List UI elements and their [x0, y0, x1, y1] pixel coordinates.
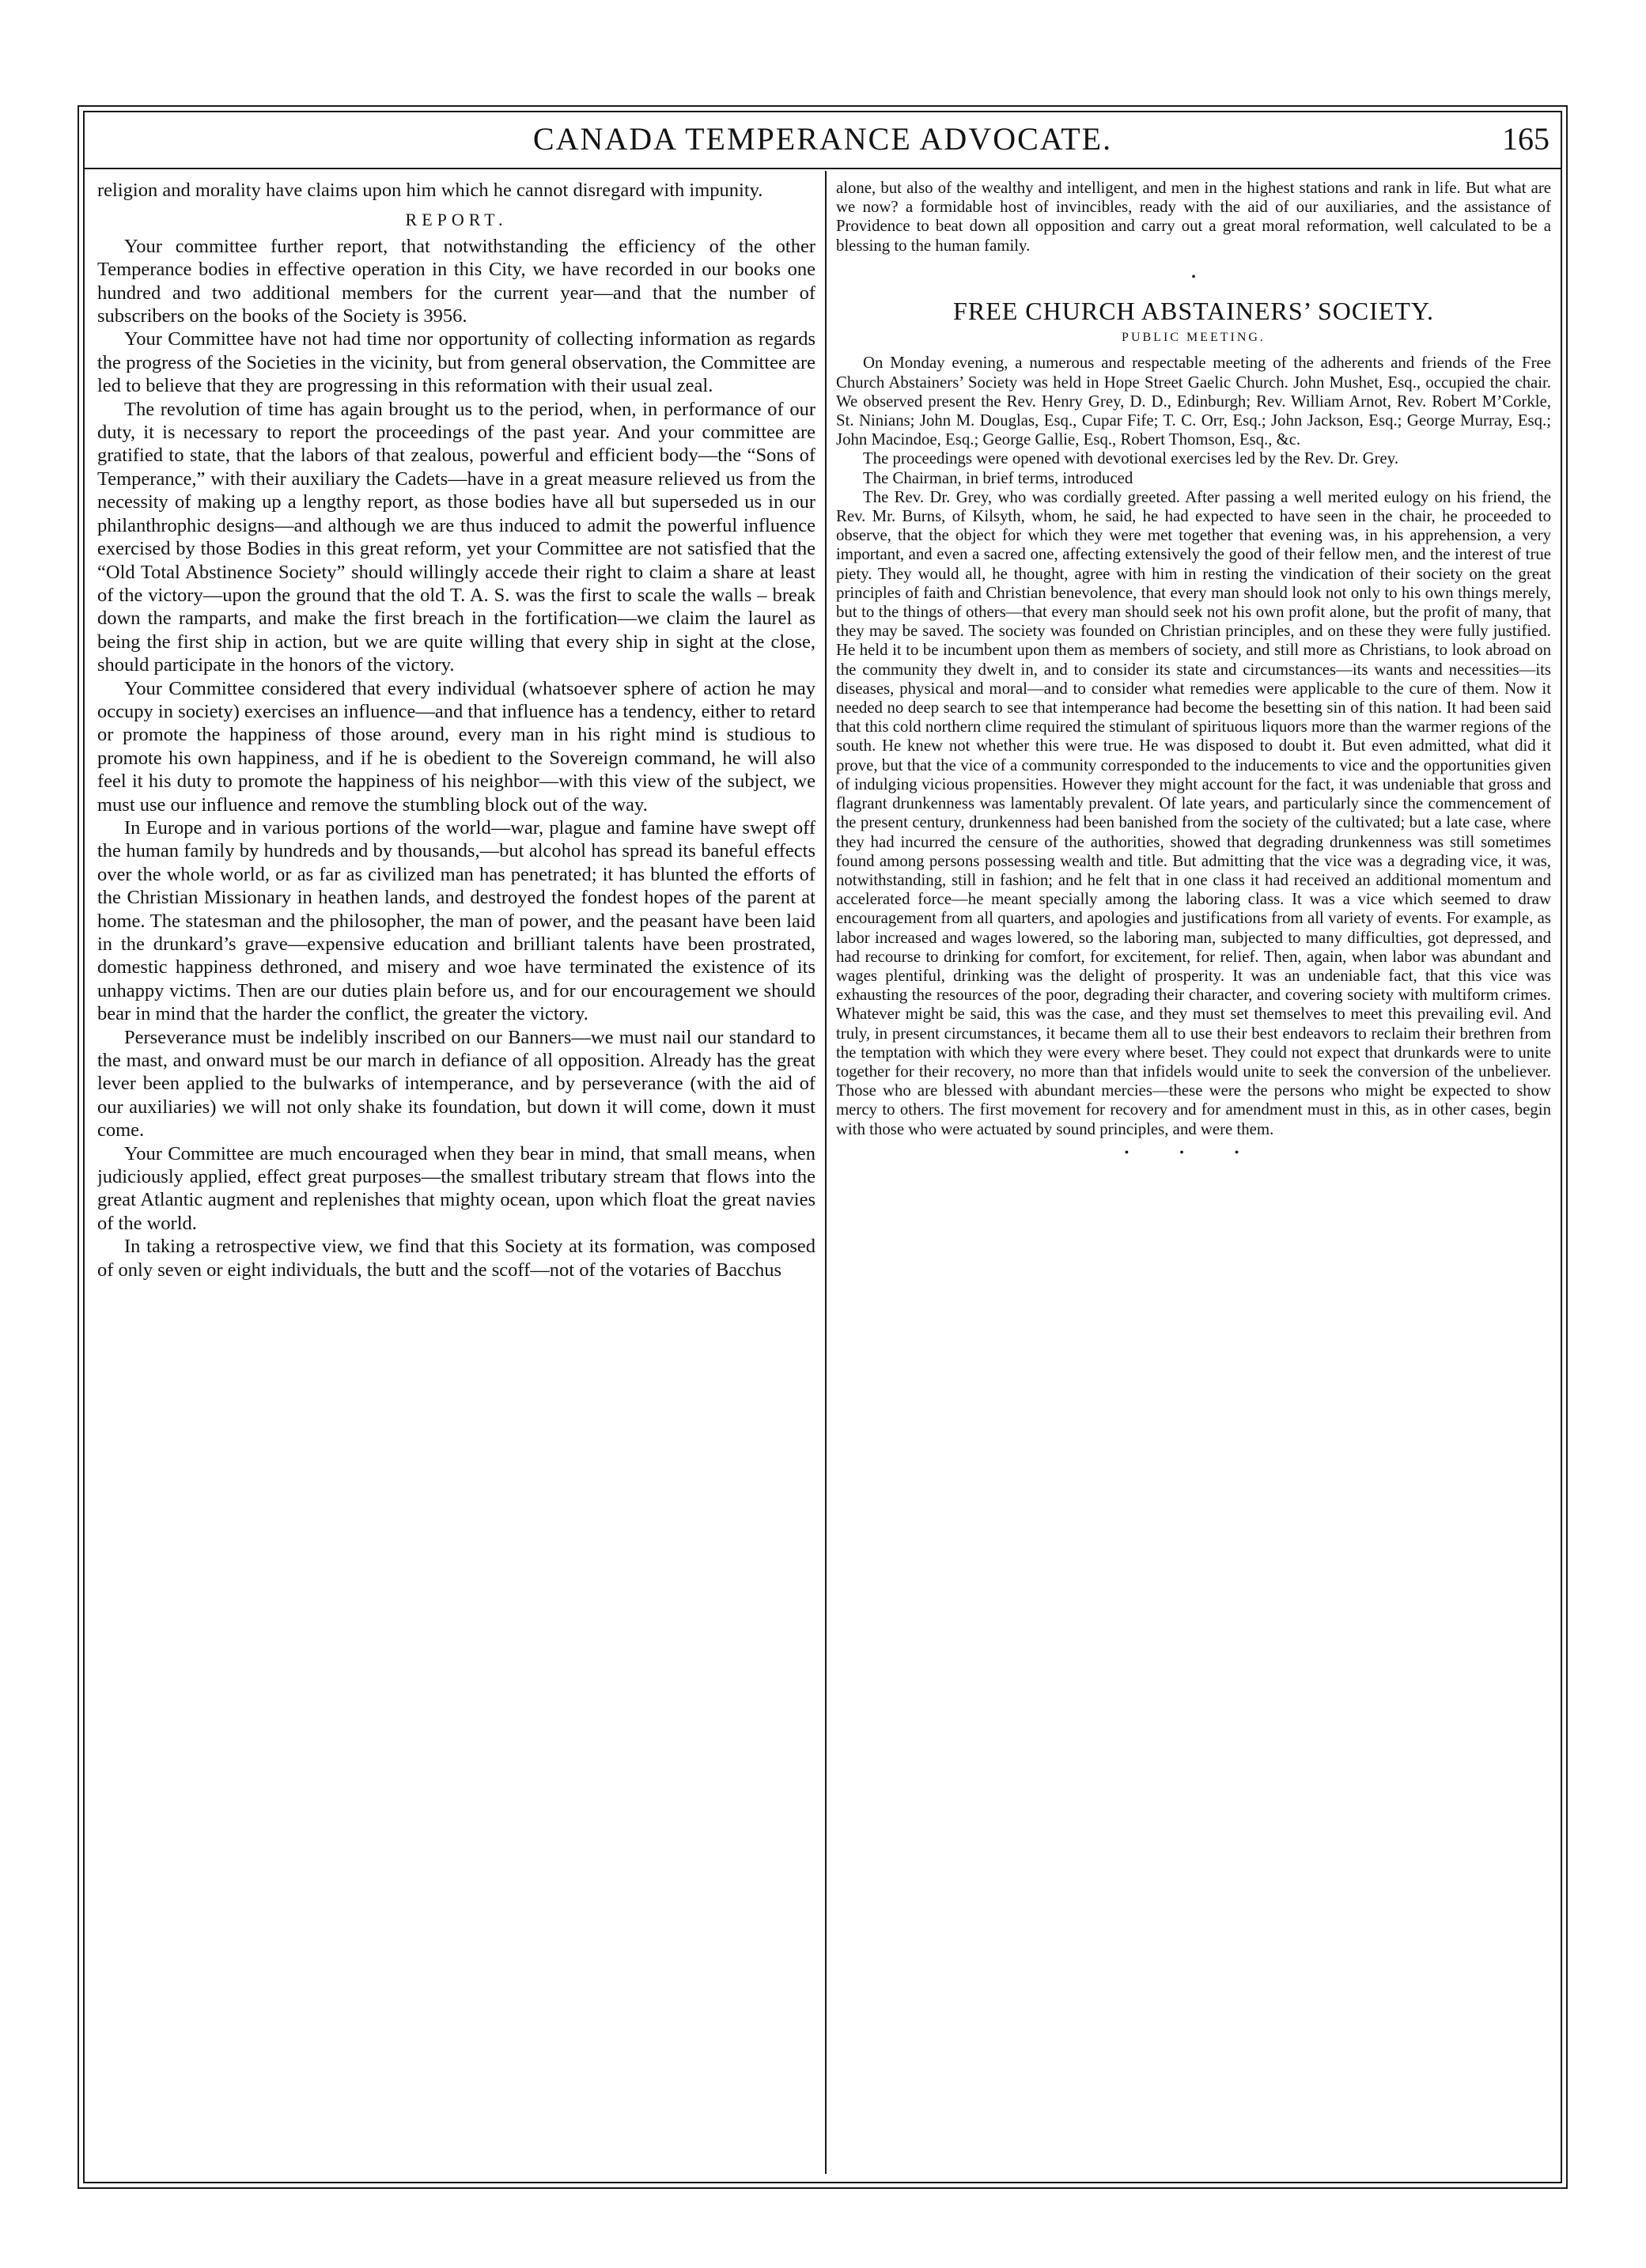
- report-paragraph: Your Committee have not had time nor opportunity of collecting information as regards the progress of the Societies in the vicinity, but from general observation, the Committee are led to believe that they are progressing in this reformation with their usual zeal.: [97, 328, 815, 397]
- report-paragraph: In Europe and in various portions of the world—war, plague and famine have swept off the human family by hundreds and by thousands,—but alcohol has spread its baneful effects over the whole world, or as far as civilized man has penetrated; it has blunted the efforts of the Christian Missionary in heathen lands, and destroyed the fondest hopes of the parent at home. The statesman and the philosopher, the man of power, and the peasant have been laid in the drunkard’s grave—expensive education and brilliant talents have been prostrated, domestic happiness dethroned, and misery and woe have terminated the existence of its unhappy victims. Then are our duties plain before us, and for our encouragement we should bear in mind that the harder the conflict, the greater the victory.: [97, 816, 815, 1025]
- report-paragraph: The revolution of time has again brought us to the period, when, in performance of our duty, it is necessary to report the proceedings of the past year. And your committee are gratified to state, that the labors of that zealous, powerful and efficient body—the “Sons of Temperance,” with their auxiliary the Cadets—have in a great measure relieved us from the necessity of making up a lengthy report, as those bodies have all but superseded us in our philanthrophic designs—and although we are thus induced to admit the powerful influence exercised by those Bodies in this great reform, yet your Committee are not satisfied that the “Old Total Abstinence Society” should willingly accede their right to claim a share at least of the victory—upon the ground that the old T. A. S. was the first to scale the walls – break down the ramparts, and make the first breach in the fortification—we claim the laurel as being the first ship in action, but we are quite willing that every ship in sight at the close, should participate in the honors of the victory.: [97, 398, 815, 676]
- article-title: FREE CHURCH ABSTAINERS’ SOCIETY.: [953, 297, 1434, 326]
- report-paragraph: Perseverance must be indelibly inscribed on our Banners—we must nail our standard to the mast, and onward must be our march in defiance of all opposition. Already has the great lever been applied to the bulwarks of intemperance, and by perseverance (with the aid of our auxiliaries) we will not only shake its foundation, but down it will come, down it must come.: [97, 1026, 815, 1142]
- report-heading: REPORT.: [405, 210, 508, 230]
- left-column: [97, 179, 815, 2172]
- section-divider-mark: •: [1191, 270, 1196, 284]
- left-lead-paragraph: religion and morality have claims upon him which he cannot disregard with impunity.: [97, 180, 763, 201]
- report-paragraph: In taking a retrospective view, we find that this Society at its formation, was composed of only seven or eight individuals, the butt and the scoff—not of the votaries of Bacchus: [97, 1236, 815, 1281]
- article-subtitle: PUBLIC MEETING.: [1122, 331, 1266, 345]
- report-paragraph: Your Committee considered that every individual (whatsoever sphere of action he may occupy in society) exercises an influence—and that influence has a tendency, either to retard or promote the happiness of those around, every man in his right mind is studious to promote his own happiness, and if he is obedient to the Sovereign command, he will also feel it his duty to promote the happiness of his neighbor—with this view of the subject, we must use our influence and remove the stumbling block out of the way.: [97, 677, 815, 816]
- page-number: 165: [1502, 121, 1550, 157]
- report-paragraph: Your Committee are much encouraged when they bear in mind, that small means, when judiciously applied, effect great purposes—the smallest tributary stream that flows into the great Atlantic augment and replenishes that mighty ocean, upon which float the great navies of the world.: [97, 1142, 815, 1234]
- article-paragraph: The Chairman, in brief terms, introduced: [863, 468, 1133, 487]
- running-title: CANADA TEMPERANCE ADVOCATE.: [532, 121, 1113, 157]
- article-paragraph: On Monday evening, a numerous and respectable meeting of the adherents and friends of the Free Church Abstainers’ Society was held in Hope Street Gaelic Church. John Mushet, Esq., occupied the chair. We observed present the Rev. Henry Grey, D. D., Edinburgh; Rev. William Arnot, Rev. Robert M’Corkle, St. Ninians; John M. Douglas, Esq., Cupar Fife; T. C. Orr, Esq.; John Jackson, Esq.; George Murray, Esq.; John Macindoe, Esq.; George Gallie, Esq., Robert Thomson, Esq., &c.: [836, 354, 1551, 449]
- right-column: [836, 179, 1551, 2172]
- report-paragraph: Your committee further report, that notwithstanding the efficiency of the other Temperance bodies in effective operation in this City, we have recorded in our books one hundred and two additional members for the current year—and that the number of subscribers on the books of the Society is 3956.: [97, 235, 815, 328]
- article-paragraph: The Rev. Dr. Grey, who was cordially greeted. After passing a well merited eulogy on his friend, the Rev. Mr. Burns, of Kilsyth, whom, he said, he had expected to have seen in the chair, he proceeded to observe, that the object for which they were met together that evening was, in his apprehension, a very important, and even a sacred one, affecting extensively the good of their fellow men, and the interest of true piety. They would all, he thought, agree with him in resting the vindication of their society on the great principles of faith and Christian benevolence, that every man should look not only to his own things merely, but to the things of others—that every man should seek not his own profit alone, but the profit of many, that they may be saved. The society was founded on Christian principles, and on these they were fully justified. He held it to be incumbent upon them as members of society, and still more as Christians, to look abroad on the community they dwelt in, and to consider its state and circumstances—its wants and necessities—its diseases, physical and moral—and to consider what remedies were applicable to the cure of them. Now it needed no deep search to see that intemperance had become the besetting sin of this nation. It had been said that this cold northern clime required the stimulant of spirituous liquors more than the warmer regions of the south. He knew not whether this were true. He was disposed to doubt it. But even admitted, what did it prove, but that the vice of a community corresponded to the inducements to vice and the opportunities given of indulging vicious propensities. However they might account for the fact, it was undeniable that gross and flagrant drunkenness was lamentably prevalent. Of late years, and particularly since the commencement of the present century, drunkenness had been banished from the society of the cultivated; but a late case, where they had incurred the censure of the authorities, showed that degrading drunkenness was still sometimes found among persons possessing wealth and title. But admitting that the vice was a degrading vice, it was, notwithstanding, still in fashion; and he felt that in one class it had received an additional momentum and accelerated force—he meant specially among the laboring class. It was a vice which seemed to draw encouragement from all quarters, and apologies and justifications from all variety of events. For example, as labor increased and wages lowered, so the laboring man, subjected to many difficulties, got depressed, and had recourse to drinking for comfort, for excitement, for relief. Then, again, when labor was abundant and wages plentiful, drinking was the delight of prosperity. It was an undeniable fact, that this vice was exhausting the resources of the poor, degrading their character, and covering society with multiform crimes. Whatever might be said, this was the case, and they must set themselves to meet this prevailing evil. And truly, in present circumstances, it became them all to use their best endeavors to reclaim their brethren from the temptation with which they were every where beset. They could not expect that drunkards were to unite together for their recovery, no more than that infidels would unite to seek the conversion of the unbeliever. Those who are blessed with abundant mercies—these were the persons who might be expected to show mercy to others. The first movement for recovery and for amendment must in this, as in other cases, begin with those who were actuated by sound principles, and were them.: [836, 487, 1551, 1138]
- right-lead-paragraph: alone, but also of the wealthy and intelligent, and men in the highest stations and rank in life. But what are we now? a formidable host of invincibles, ready with the aid of our auxiliaries, and the assistance of Providence to beat down all opposition and carry out a great moral reformation, well calculated to be a blessing to the human family.: [836, 179, 1551, 255]
- footer-dots: • • •: [1124, 1145, 1263, 1160]
- article-paragraph: The proceedings were opened with devotional exercises led by the Rev. Dr. Grey.: [863, 449, 1399, 468]
- newspaper-page: [83, 111, 1562, 2183]
- page-header: [85, 112, 1561, 169]
- column-divider: [825, 171, 827, 2174]
